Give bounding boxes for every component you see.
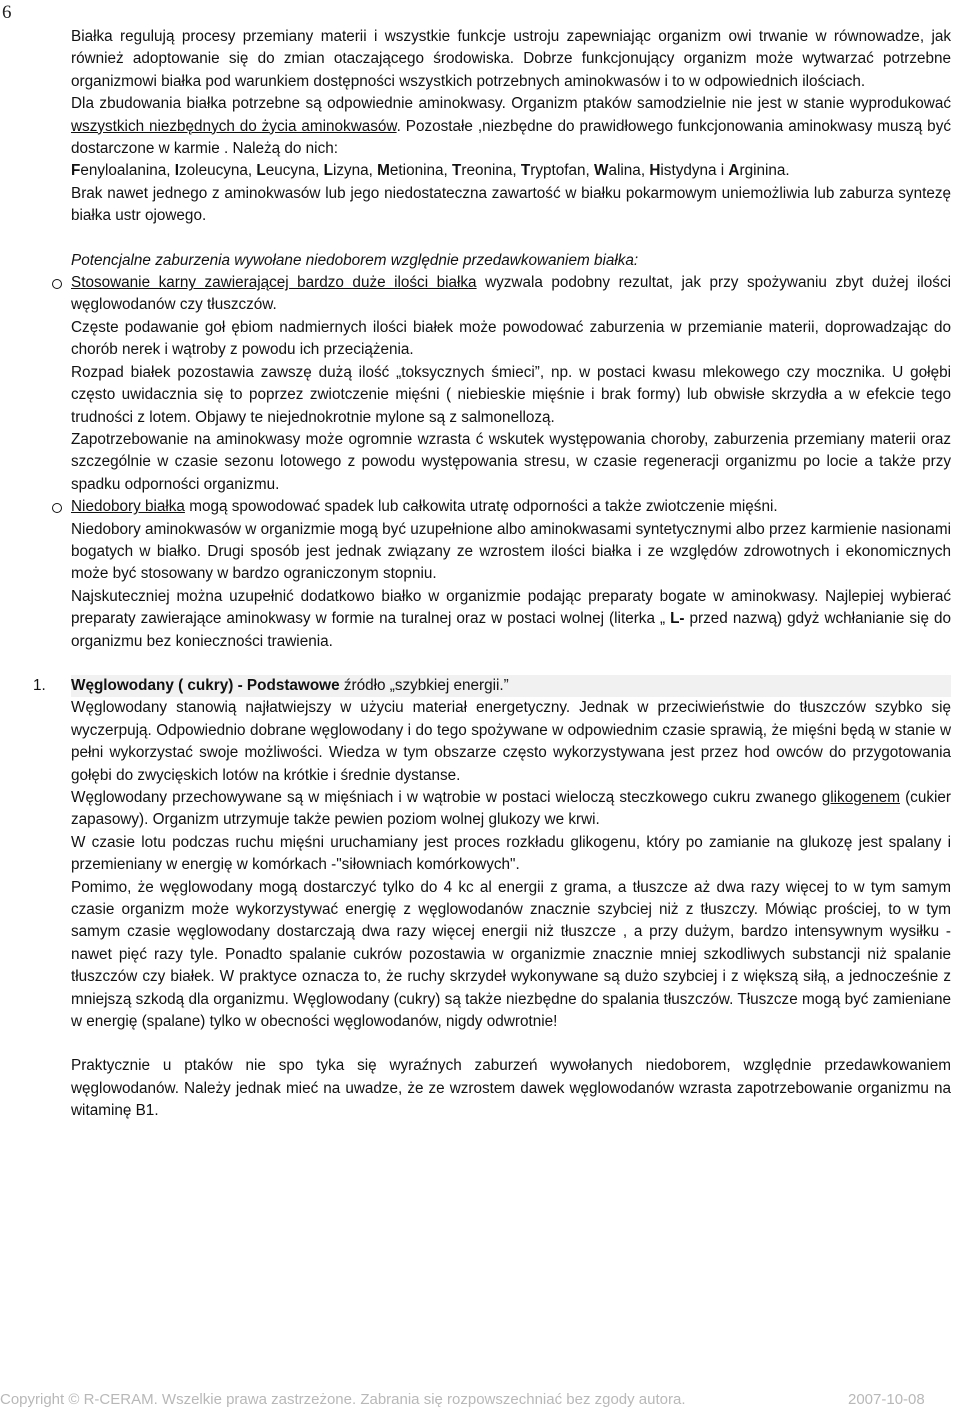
footer-date: 2007-10-08 [848,1391,925,1408]
aminoacid-initial: A [728,162,740,180]
aminoacid-initial: T [520,162,531,180]
bullet1-paragraph-c: Zapotrzebowanie na aminokwasy może ogromnie wzrasta ć wskutek występowania choroby, zaburzenia przemiany materii oraz szczególnie w czasie sezonu lotowego z powodu występowania stresu, w czasie regeneracji organizmu po locie a także przy spadku odporności organizmu. [71,430,951,493]
footer [0,1391,960,1408]
aminoacid-rest: eucyna [265,162,316,180]
aminoacid-initial: M [377,162,390,180]
aminoacid-item [649,162,724,179]
aminoacid-list: Fenyloalanina, Izoleucyna, Leucyna, Lizyna, Metionina, Treonina, Tryptofan, Walina, Histydyna i Arginina. [71,162,790,180]
aminoacid-text-b: . Pozostałe ,niezbędne do prawidłowego funkcjonowania aminokwasy muszą być dostarczone w karmie . Należą do nich: [71,117,951,158]
page-number: 6 [2,2,12,23]
footer-copyright: Copyright © R-CERAM. Wszelkie prawa zastrzeżone. Zabrania się rozpowszechniać bez zgody autora. [0,1391,686,1408]
aminoacid-rest: ryptofan [530,162,586,180]
bullet2-text-a: Najskuteczniej można uzupełnić dodatkowo białko w organizmie podając preparaty bogate w aminokwasy. Najlepiej wybierać preparaty zawierające aminokwasy w formie na turalnej oraz w postaci wolnej (literka „ [71,587,951,628]
bullet2-bold: L- [670,610,685,628]
aminoacid-item [175,162,248,179]
aminoacid-rest: izyna [332,162,369,180]
section-heading-italic: Potencjalne zaburzenia wywołane niedoborem względnie przedawkowaniem białka: [71,251,639,269]
section-title-bold: Węglowodany ( cukry) - Podstawowe [71,676,340,694]
aminoacid-item [377,162,443,179]
aminoacid-rest: etionina [389,162,444,180]
bullet2-paragraph-a: Niedobory aminokwasów w organizmie mogą być uzupełnione albo aminokwasami syntetycznymi albo przez karmienie nasionami bogatych w białko. Drugi sposób jest jednak związany ze wzrostem ilości białka i ze względów zdrowotnych i ekonomicznych może być stosowany w bardzo ograniczonym stopniu. [71,520,951,583]
aminoacid-rest: enyloalanina [80,162,167,180]
aminoacid-item [256,162,315,179]
section-1-heading [33,675,951,697]
aminoacid-item [452,162,512,179]
deficiency-paragraph: Brak nawet jednego z aminokwasów lub jego niedostateczna zawartość w białku pokarmowym uniemożliwia lub zaburza syntezę białka ustr ojowego. [71,184,951,225]
section1-paragraph-4: Pomimo, że węglowodany mogą dostarczyć tylko do 4 kc al energii z grama, a tłuszcze aż dwa razy więcej to w tym samym czasie organizm może wykorzystywać energię z węglowodanów znacznie szybciej niż z tłuszczy. Mówiąc prościej, to w tym samym czasie węglowodany dostarczają dwa razy więcej energii niż tłuszcze , a przy dużym, bardzo intensywnym wysiłku - nawet pięć razy tyle. Ponadto spalanie cukrów pozostawia w organizmie znacznie mniej szkodliwych substancji niż spalanie tłuszczów czy białek. W praktyce oznacza to, że ruchy skrzydeł wykonywane są dużo szybciej i z większą siłą, a jednocześnie z mniejszą szkodą dla organizmu. Węglowodany (cukry) są także niezbędne do spalania tłuszczów. Tłuszcze mogą być zamieniane w energię (spalane) tylko w obecności węglowodanów, nigdy odwrotnie! [71,878,951,1031]
bullet2-rest: mogą spowodować spadek lub całkowita utratę odporności a także zwiotczenie mięśni. [184,498,778,516]
section-number: 1. [33,676,46,694]
bullet-item-excess [71,272,951,317]
aminoacid-initial: L [323,162,333,180]
section1-paragraph-1: Węglowodany stanowią najłatwiejszy w użyciu materiał energetyczny. Jednak w przeciwieństwie do tłuszczów szybko się wyczerpują. Odpowiednio dobrane węglowodany i do tego spożywane w odpowiednim czasie sprawią, że mięśni będą w stanie w pełni wykorzystać swoje możliwości. Wiedza w tym obszarze często wykorzystywana jest przez hod owców do przygotowania gołębi do zwycięskich lotów na krótkie i średnie dystanse. [71,699,951,784]
bullet2-paragraph-b [71,586,951,653]
bullet1-underlined: Stosowanie karny zawierającej bardzo duże ilości białka [71,274,477,292]
document-body [33,26,951,1123]
aminoacid-initial: W [594,162,609,180]
aminoacid-paragraph [71,93,951,160]
section1-p2-a: Węglowodany przechowywane są w mięśniach i w wątrobie w postaci wieloczą steczkowego cukru zwanego [71,789,822,806]
section1-paragraph-3: W czasie lotu podczas ruchu mięśni uruchamiany jest proces rozkładu glikogenu, który po zamianie na glukozę jest spalany i przemieniany w energię w komórkach -"siłowniach komórkowych". [71,833,951,874]
section1-paragraph-2 [71,787,951,832]
aminoacid-rest: alina [608,162,641,180]
bullet2-text-b: przed nazwą) gdyż wchłanianie się do organizmu bez konieczności trawienia. [71,610,951,650]
aminoacid-rest: rginina. [739,162,790,180]
intro-paragraph: Białka regulują procesy przemiany materii i wszystkie funkcje ustroju zapewniając organizm owi trwanie w równowadze, jak również adoptowanie się do zmian otaczającego środowiska. Dobrze funkcjonujący organizm może wytwarzać potrzebne organizmowi białka pod warunkiem dostępności wszystkich potrzebnych aminokwasów i to w odpowiednich ilościach. [71,28,951,90]
aminoacid-rest: zoleucyna [179,162,248,180]
glikogen-underlined: glikogenem [821,789,900,806]
aminoacid-rest: reonina [461,162,513,180]
section1-p2-b: (cukier zapasowy). Organizm utrzymuje także pewien poziom wolnej glukozy we krwi. [71,789,951,829]
aminoacid-initial: L [256,162,266,180]
aminoacid-item [71,162,166,179]
bullet2-underlined: Niedobory białka [71,498,185,516]
aminoacid-item [594,162,641,179]
aminoacid-item [521,162,586,179]
section-title-rest: źródło „szybkiej energii.” [339,676,509,694]
bullet1-paragraph-a: Częste podawanie goł ębiom nadmiernych ilości białek może powodować zaburzenia w przemianie materii, doprowadzając do chorób nerek i wątroby z powodu ich przeciążenia. [71,318,951,359]
aminoacid-initial: F [71,162,81,180]
aminoacid-rest: istydyna i [660,162,725,180]
aminoacid-initial: H [649,162,661,180]
aminoacid-item [728,162,789,179]
section1-paragraph-5: Praktycznie u ptaków nie spo tyka się wyraźnych zaburzeń wywołanych niedoborem, względnie przedawkowaniem węglowodanów. Należy jednak mieć na uwadze, że ze wzrostem dawek węglowodanów wzrasta zapotrzebowanie organizmu na witaminę B1. [71,1057,951,1120]
bullet-item-deficiency [71,496,951,518]
aminoacid-initial: I [174,162,180,180]
aminoacid-item [324,162,369,179]
bullet1-paragraph-b: Rozpad białek pozostawia zawszę dużą ilość „toksycznych śmieci”, np. w postaci kwasu mlekowego czy mocznika. U gołębi często uwidacznia się to poprzez zwiotczenie mięśni ( niebieskie mięśnie i brak formy) lub obwisłe skrzydła a w efekcie tego trudności z lotem. Objawy te niejednokrotnie mylone są z salmonellozą. [71,363,951,426]
aminoacid-initial: T [452,162,462,180]
bullet1-rest: wyzwala podobny rezultat, jak przy spożywaniu zbyt dużej ilości węglowodanów czy tłuszczów. [71,274,951,314]
aminoacid-text-a: Dla zbudowania białka potrzebne są odpowiednie aminokwasy. Organizm ptaków samodzielnie nie jest w stanie wyprodukować [71,95,951,113]
underlined-phrase: wszystkich niezbędnych do życia aminokwasów [71,117,397,135]
